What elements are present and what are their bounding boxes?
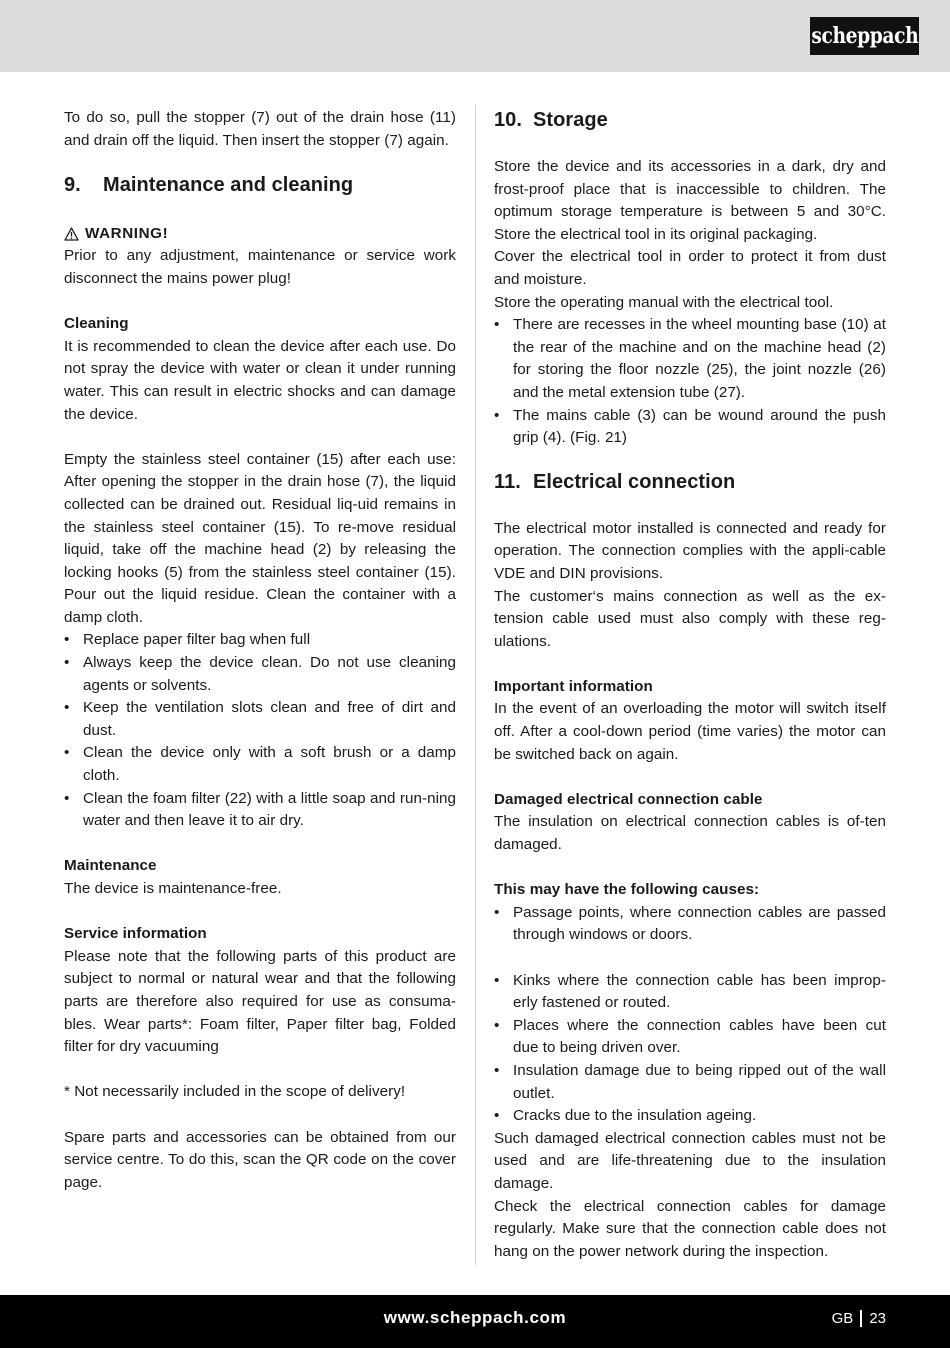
damaged-text: The insulation on electrical connection cables is of-ten damaged. [494,813,886,854]
causes-bullet-list [494,970,886,1128]
warning-triangle-icon [64,227,79,241]
left-column [64,107,456,1194]
section-heading-electrical [494,469,886,495]
page-footer [0,1295,950,1348]
damaged-heading: Damaged electrical connection cable [494,790,763,808]
list-item: • Insulation damage due to being ripped out of the wall outlet. [494,1060,886,1105]
maintenance-heading: Maintenance [64,857,157,875]
warning-text: Prior to any adjustment, maintenance or service work disconnect the mains power plug! [64,247,456,287]
section-title: Maintenance and cleaning [103,173,354,196]
page-indicator [832,1310,886,1327]
storage-text: Store the device and its accessories in a dark, dry and frost-proof place that is inaccessible to children. The optimum storage temperature is between 5 and 30°C. Store the electrical tool in its original packaging. [494,158,886,243]
column-divider [475,105,476,1265]
warning-label [64,223,456,246]
spare-parts-text: Spare parts and accessories can be obtained from our service centre. To do this, scan the QR code on the cover page. [64,1128,456,1191]
list-item: • Replace paper filter bag when full [64,629,456,652]
causes-text: Such damaged electrical connection cables must not be used and are life-threatening due to the insulation damage. [494,1129,886,1192]
section-title: Storage [533,109,608,131]
section-heading-storage [494,107,886,133]
list-item: • There are recesses in the wheel mounting base (10) at the rear of the machine and on the machine head (2) for storing the floor nozzle (25), the joint nozzle (26) and the metal extension tube (27). [494,314,886,404]
causes-text-2: Check the electrical connection cables for damage regularly. Make sure that the connection cable does not hang on the power network during the inspection. [494,1197,886,1260]
list-item: • Places where the connection cables have been cut due to being driven over. [494,1015,886,1060]
important-text: In the event of an overloading the motor will switch itself off. After a cool-down period (time varies) the motor can be switched back on again. [494,700,886,763]
section-number: 10. [494,109,522,131]
maintenance-text: The device is maintenance-free. [64,880,282,897]
section-title: Electrical connection [533,470,736,493]
important-heading: Important information [494,677,653,695]
list-item: • Clean the foam filter (22) with a little soap and run-ning water and then leave it to air dry. [64,788,456,833]
service-note: * Not necessarily included in the scope of delivery! [64,1083,406,1101]
separator [860,1310,862,1327]
cleaning-heading: Cleaning [64,315,129,333]
causes-bullet-list-first [494,902,886,947]
list-item: • The mains cable (3) can be wound around the push grip (4). (Fig. 21) [494,405,886,450]
right-column [494,107,886,1263]
electrical-text-2: The customer‘s mains connection as well as the ex-tension cable used must also comply with these reg-ulations. [494,587,886,650]
cleaning-text-2: Empty the stainless steel container (15) after each use: After opening the stopper in the drain hose (7), the liquid collected can be drained out. Residual liq-uid remains in the stainless steel container (15). To re-move residual liquid, take off the machine head (2) by releasing the locking hooks (5) from the stainless steel container (15). Pour out the liquid residue. Clean the container with a damp cloth. [64,450,456,626]
list-item: • Passage points, where connection cables are passed through windows or doors. [494,902,886,947]
cleaning-text: It is recommended to clean the device after each use. Do not spray the device with water or clean it under running water. This can result in electric shocks and can damage the device. [64,337,456,423]
list-item: • Cracks due to the insulation ageing. [494,1105,886,1128]
section-number: 9. [64,173,81,196]
electrical-text: The electrical motor installed is connected and ready for operation. The connection complies with the appli-cable VDE and DIN provisions. [494,519,886,582]
page-header [0,0,950,72]
service-text: Please note that the following parts of this product are subject to normal or natural wear and that the following parts are therefore also required for use as consuma-bles. Wear parts*: Foam filter, Paper filter bag, Folded filter for dry vacuuming [64,947,456,1056]
list-item: • Always keep the device clean. Do not use cleaning agents or solvents. [64,652,456,697]
list-item: • Clean the device only with a soft brush or a damp cloth. [64,742,456,787]
storage-text-3: Store the operating manual with the electrical tool. [494,293,834,311]
causes-heading: This may have the following causes: [494,881,760,899]
section-number: 11. [494,470,521,493]
storage-text-2: Cover the electrical tool in order to protect it from dust and moisture. [494,248,886,288]
language-code: GB [831,1310,854,1327]
website-link[interactable]: www.scheppach.com [383,1308,567,1327]
section-heading-maintenance [64,172,456,198]
intro-paragraph: To do so, pull the stopper (7) out of the drain hose (11) and drain off the liquid. Then insert the stopper (7) again. [64,109,456,149]
page-number: 23 [869,1310,886,1327]
list-item: • Kinks where the connection cable has been improp-erly fastened or routed. [494,970,886,1015]
cleaning-bullet-list [64,629,456,832]
service-heading: Service information [64,925,207,943]
brand-logo-text: scheppach [811,23,918,49]
storage-bullet-list [494,314,886,450]
brand-logo [810,17,919,55]
list-item: • Keep the ventilation slots clean and free of dirt and dust. [64,697,456,742]
warning-label-text: WARNING! [85,224,169,242]
